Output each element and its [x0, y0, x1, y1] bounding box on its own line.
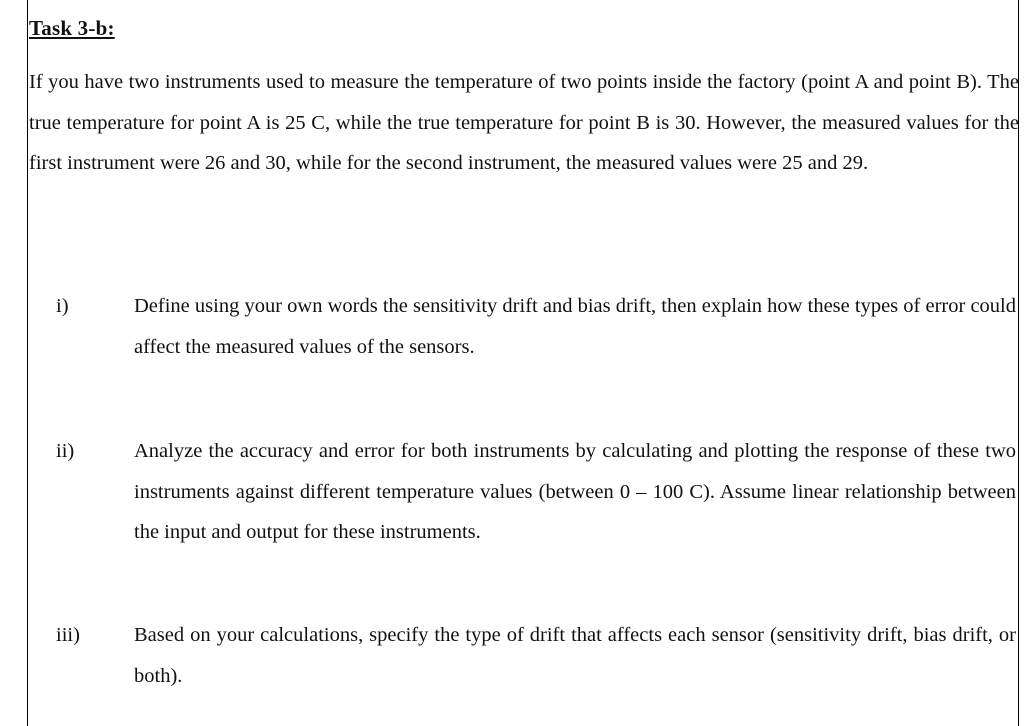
left-margin-rule — [27, 0, 28, 726]
question-text: Define using your own words the sensitivity drift and bias drift, then explain how these types of error could affect the measured values of the sensors. — [134, 295, 1016, 358]
question-number: iii) — [56, 624, 80, 646]
question-number: ii) — [56, 440, 75, 462]
question-number: i) — [56, 295, 69, 317]
task-intro-paragraph: If you have two instruments used to measure the temperature of two points inside the factory (point A and point B). The true temperature for point A is 25 C, while the true temperature for point B is 30. However, the measured values for the first instrument were 26 and 30, while for the second instrument, the measured values were 25 and 29. — [29, 71, 1019, 174]
question-text: Based on your calculations, specify the type of drift that affects each sensor (sensitivity drift, bias drift, or both). — [134, 624, 1016, 687]
task-title: Task 3-b: — [29, 16, 115, 40]
question-text: Analyze the accuracy and error for both instruments by calculating and plotting the response of these two instruments against different temperature values (between 0 – 100 C). Assume linear relationship between the input and output for these instruments. — [134, 440, 1016, 543]
